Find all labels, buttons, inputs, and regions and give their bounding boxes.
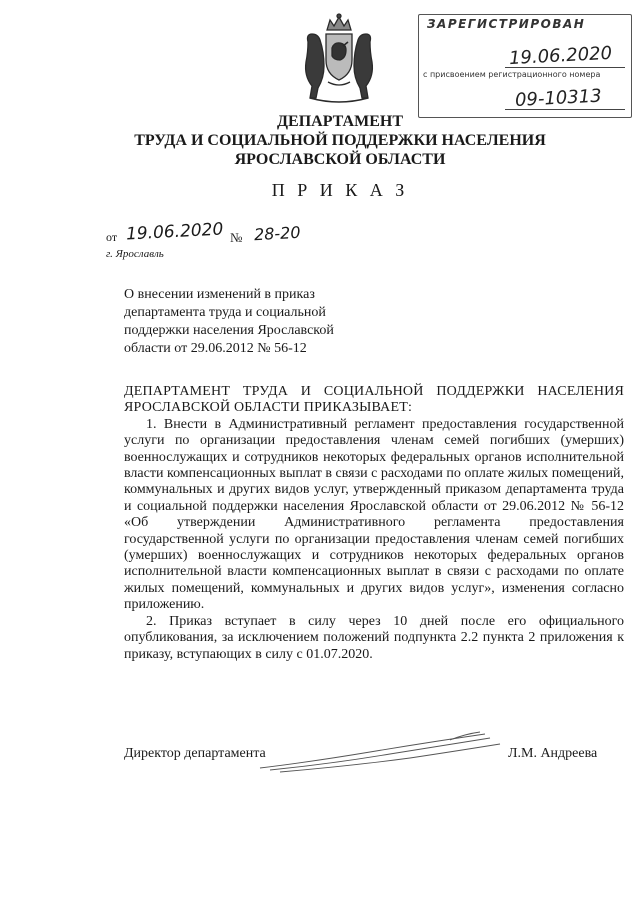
department-heading <box>60 112 620 169</box>
order-number: 28-20 <box>253 222 301 245</box>
order-body <box>124 384 624 663</box>
order-item-2: 2. Приказ вступает в силу через 10 дней после его официального опубликования, за исключением положений подпункта 2.2 пункта 2 приложения к приказу, вступающих в силу с 01.07.2020. <box>124 613 624 662</box>
order-date-number <box>84 219 384 250</box>
order-title: П Р И К А З <box>271 180 409 200</box>
number-sign: № <box>230 230 243 245</box>
coat-of-arms-emblem <box>296 12 382 104</box>
department-line-3: ЯРОСЛАВСКОЙ ОБЛАСТИ <box>234 151 446 168</box>
stamp-date-line <box>505 67 625 68</box>
order-item-1: 1. Внести в Административный регламент предоставления государственной услуги по организации предоставления членам семей погибших (умерших) военнослужащих и сотрудников некоторых федеральных органов исполнительной власти компенсационных выплат в связи с расходами по оплате жилых помещений, коммунальных и других видов услуг, утвержденный приказом департамента труда и социальной поддержки населения Ярославской области от 29.06.2012 № 56-12 «Об утверждении Административного регламента предоставления государственной услуги по организации предоставления членам семей погибших (умерших) военнослужащих и сотрудников некоторых федеральных органов исполнительной власти компенсационных выплат в связи с расходами по оплате жилых помещений, коммунальных и других видов услуг», изменения согласно приложению. <box>124 416 624 613</box>
stamp-caption: с присвоением регистрационного номера <box>423 70 601 79</box>
handwritten-signature <box>250 728 510 774</box>
order-body-heading: ДЕПАРТАМЕНТ ТРУДА И СОЦИАЛЬНОЙ ПОДДЕРЖКИ НАСЕЛЕНИЯ ЯРОСЛАВСКОЙ ОБЛАСТИ ПРИКАЗЫВАЕТ: <box>124 384 624 416</box>
department-line-1: ДЕПАРТАМЕНТ <box>277 113 403 130</box>
city: г. Ярославль <box>106 248 164 260</box>
stamp-title: ЗАРЕГИСТРИРОВАН <box>427 17 586 31</box>
stamp-number: 09-10313 <box>514 85 603 112</box>
order-subject: О внесении изменений в приказ департамента труда и социальной поддержки населения Ярославской области от 29.06.2012 № 56-12 <box>124 287 334 356</box>
date-prefix: от <box>106 230 118 244</box>
order-date: 19.06.2020 <box>125 219 224 245</box>
signature-role: Директор департамента <box>124 746 266 761</box>
department-line-2: ТРУДА И СОЦИАЛЬНОЙ ПОДДЕРЖКИ НАСЕЛЕНИЯ <box>134 132 546 149</box>
stamp-number-line <box>505 109 625 110</box>
signature-name: Л.М. Андреева <box>508 746 598 761</box>
registration-stamp <box>418 14 632 118</box>
stamp-date: 19.06.2020 <box>508 42 613 70</box>
